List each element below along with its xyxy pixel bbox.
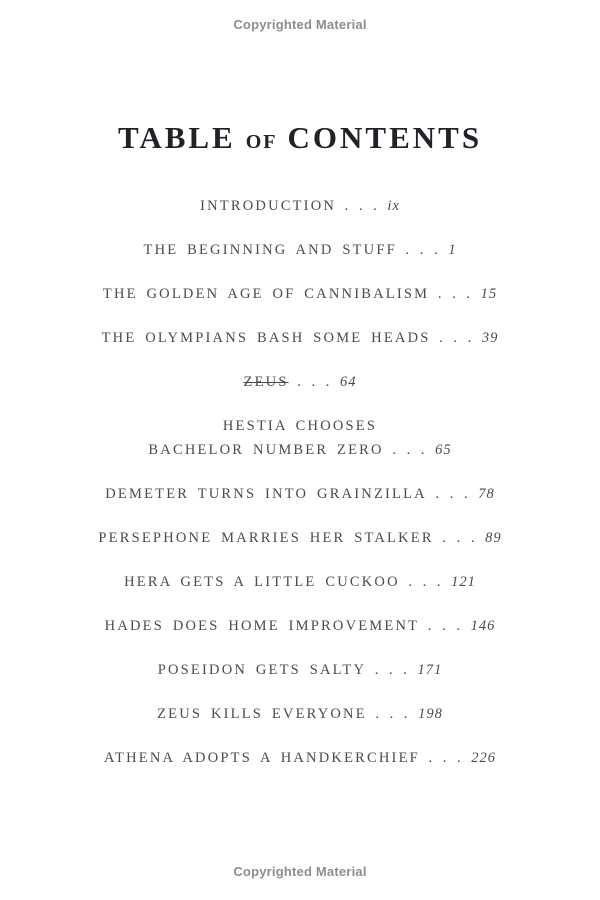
copyright-watermark-top: Copyrighted Material (233, 17, 367, 32)
toc-entry-page-number: 171 (417, 662, 443, 678)
toc-entry (0, 414, 600, 462)
toc-entry-title: ZEUS KILLS EVERYONE (157, 706, 367, 722)
toc-entry-page-number: 39 (481, 330, 499, 346)
toc-entry-title: PERSEPHONE MARRIES HER STALKER (98, 530, 434, 546)
toc-entry (0, 370, 600, 394)
toc-entry-separator: . . . (336, 198, 388, 214)
toc-entry-separator: . . . (429, 286, 481, 302)
page-title-word-contents: CONTENTS (287, 120, 483, 155)
page-title-word-table: TABLE (117, 120, 236, 155)
toc-entry-title: HESTIA CHOOSES (222, 418, 378, 434)
toc-entry-title: INTRODUCTION (200, 198, 337, 214)
toc-entry (0, 702, 600, 726)
toc-entry-page-number: 78 (478, 486, 495, 502)
toc-entry-title: DEMETER TURNS INTO GRAINZILLA (105, 486, 427, 502)
toc-entry (0, 614, 600, 638)
toc-entry-separator: . . . (383, 442, 436, 458)
toc-entry-title: THE BEGINNING AND STUFF (143, 242, 397, 258)
toc-entry-title: HADES DOES HOME IMPROVEMENT (104, 618, 420, 634)
toc-entry (0, 482, 600, 506)
toc-entry-separator: . . . (433, 530, 486, 546)
toc-entry-list (0, 194, 600, 770)
toc-entry-title: THE OLYMPIANS BASH SOME HEADS (101, 330, 431, 346)
toc-entry-separator: . . . (419, 750, 472, 766)
toc-entry-separator: . . . (430, 330, 482, 346)
toc-entry (0, 658, 600, 682)
toc-entry-separator: . . . (419, 618, 471, 634)
page-title-word-of: OF (245, 131, 278, 153)
toc-entry-page-number: 226 (471, 750, 497, 766)
toc-entry-separator: . . . (399, 574, 452, 590)
toc-entry-page-number: 15 (480, 286, 498, 302)
toc-entry-separator: . . . (426, 486, 479, 502)
toc-entry-title: POSEIDON GETS SALTY (157, 662, 367, 678)
toc-entry-page-number: 64 (339, 374, 357, 390)
toc-entry (0, 282, 600, 306)
toc-entry-page-number: 65 (435, 442, 452, 458)
toc-entry-separator: . . . (288, 374, 340, 390)
toc-entry-page-number: 121 (451, 574, 476, 590)
toc-entry-title: ATHENA ADOPTS A HANDKERCHIEF (103, 750, 420, 766)
toc-entry (0, 194, 600, 218)
toc-entry-page-number: 89 (485, 530, 502, 546)
toc-entry (0, 570, 600, 594)
toc-entry-title: ZEUS (243, 374, 289, 390)
copyright-watermark-bottom: Copyrighted Material (233, 864, 367, 879)
toc-entry-page-number: 198 (418, 706, 443, 722)
toc-entry-title: HERA GETS A LITTLE CUCKOO (124, 574, 400, 590)
toc-entry (0, 746, 600, 770)
toc-entry-page-number: 1 (448, 242, 457, 258)
toc-entry-title: BACHELOR NUMBER ZERO (148, 442, 384, 458)
toc-entry-title: THE GOLDEN AGE OF CANNIBALISM (102, 286, 430, 302)
toc-entry-page-number: ix (387, 198, 400, 214)
toc-entry (0, 326, 600, 350)
toc-entry-separator: . . . (366, 662, 418, 678)
toc-entry-separator: . . . (396, 242, 449, 258)
page-title (0, 120, 600, 162)
toc-entry (0, 526, 600, 550)
toc-entry-separator: . . . (366, 706, 419, 722)
toc-entry (0, 238, 600, 262)
toc-entry-page-number: 146 (470, 618, 496, 634)
